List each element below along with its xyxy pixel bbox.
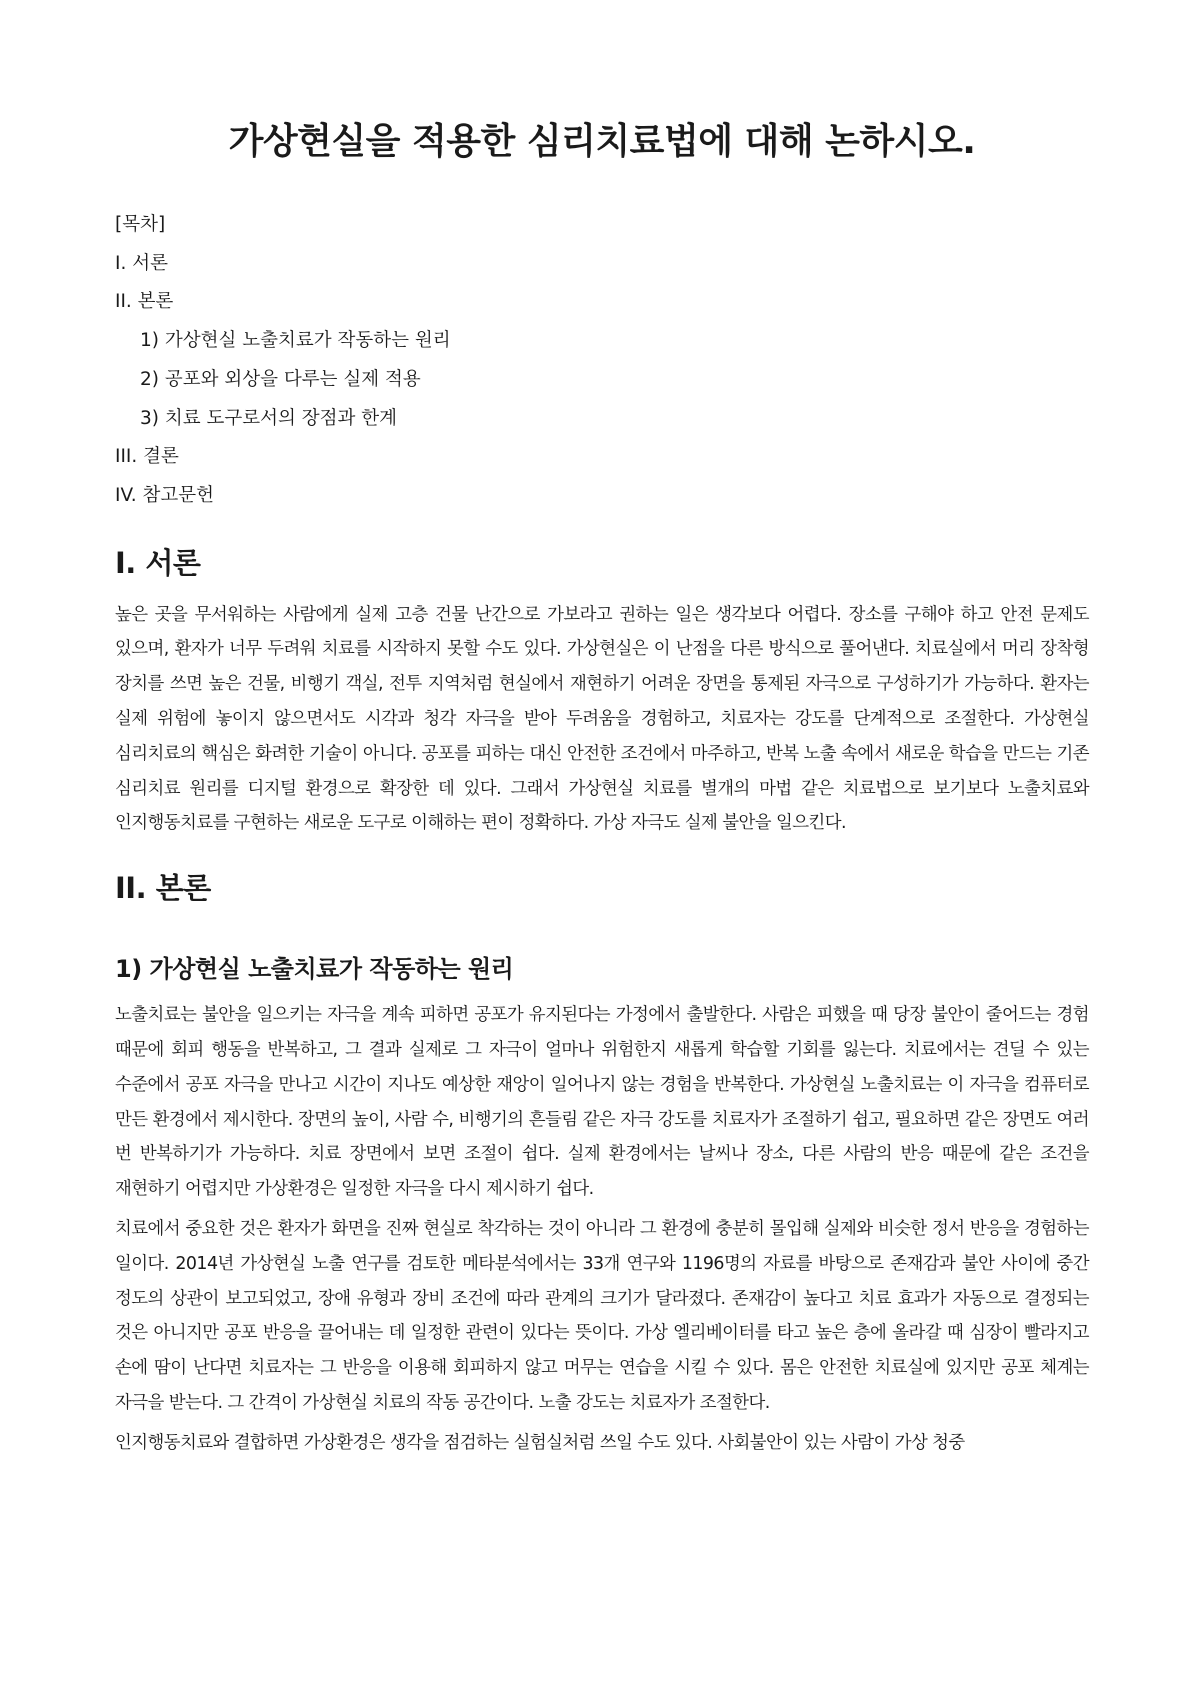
- toc-subitem: 2) 공포와 외상을 다루는 실제 적용: [140, 368, 421, 390]
- section-introduction: [115, 544, 1089, 842]
- paragraph: 치료에서 중요한 것은 환자가 화면을 진짜 현실로 착각하는 것이 아니라 그 환경에 충분히 몰입해 실제와 비슷한 정서 반응을 경험하는 일이다. 2014년 가상현실 노출 연구를 검토한 메타분석에서는 33개 연구와 1196명의 자료를 바탕으로 존재감과 불안 사이에 중간 정도의 상관이 보고되었고, 장애 유형과 장비 조건에 따라 관계의 크기가 달라졌다. 존재감이 높다고 치료 효과가 자동으로 결정되는 것은 아니지만 공포 반응을 끌어내는 데 일정한 관련이 있다는 뜻이다. 가상 엘리베이터를 타고 높은 층에 올라갈 때 심장이 빨라지고 손에 땀이 난다면 치료자는 그 반응을 이용해 회피하지 않고 머무는 연습을 시킬 수 있다. 몸은 안전한 치료실에 있지만 공포 체계는 자극을 받는다. 그 간격이 가상현실 치료의 작동 공간이다. 노출 강도는 치료자가 조절한다.: [115, 1218, 1089, 1413]
- toc-heading: [목차]: [115, 214, 166, 235]
- subsection-heading: 1) 가상현실 노출치료가 작동하는 원리: [115, 955, 514, 984]
- section-heading: II. 본론: [115, 871, 211, 906]
- toc-subitem: 1) 가상현실 노출치료가 작동하는 원리: [140, 330, 451, 352]
- paragraph: 높은 곳을 무서워하는 사람에게 실제 고층 건물 난간으로 가보라고 권하는 일은 생각보다 어렵다. 장소를 구해야 하고 안전 문제도 있으며, 환자가 너무 두려워 치료를 시작하지 못할 수도 있다. 가상현실은 이 난점을 다른 방식으로 풀어낸다. 치료실에서 머리 장착형 장치를 쓰면 높은 건물, 비행기 객실, 전투 지역처럼 현실에서 재현하기 어려운 장면을 통제된 자극으로 구성하기가 가능하다. 환자는 실제 위험에 놓이지 않으면서도 시각과 청각 자극을 받아 두려움을 경험하고, 치료자는 강도를 단계적으로 조절한다. 가상현실 심리치료의 핵심은 화려한 기술이 아니다. 공포를 피하는 대신 안전한 조건에서 마주하고, 반복 노출 속에서 새로운 학습을 만드는 기존 심리치료 원리를 디지털 환경으로 확장한 데 있다. 그래서 가상현실 치료를 별개의 마법 같은 치료법으로 보기보다 노출치료와 인지행동치료를 구현하는 새로운 도구로 이해하는 편이 정확하다. 가상 자극도 실제 불안을 일으킨다.: [115, 604, 1089, 834]
- toc-item: II. 본론: [115, 291, 174, 313]
- paragraph: 인지행동치료와 결합하면 가상환경은 생각을 점검하는 실험실처럼 쓰일 수도 있다. 사회불안이 있는 사람이 가상 청중: [115, 1432, 965, 1453]
- toc-item: IV. 참고문헌: [115, 484, 214, 506]
- paragraph: 노출치료는 불안을 일으키는 자극을 계속 피하면 공포가 유지된다는 가정에서 출발한다. 사람은 피했을 때 당장 불안이 줄어드는 경험 때문에 회피 행동을 반복하고, 그 결과 실제로 그 자극이 얼마나 위험한지 새롭게 학습할 기회를 잃는다. 치료에서는 견딜 수 있는 수준에서 공포 자극을 만나고 시간이 지나도 예상한 재앙이 일어나지 않는 경험을 반복한다. 가상현실 노출치료는 이 자극을 컴퓨터로 만든 환경에서 제시한다. 장면의 높이, 사람 수, 비행기의 흔들림 같은 자극 강도를 치료자가 조절하기 쉽고, 필요하면 같은 장면도 여러 번 반복하기가 가능하다. 치료 장면에서 보면 조절이 쉽다. 실제 환경에서는 날씨나 장소, 다른 사람의 반응 때문에 같은 조건을 재현하기 어렵지만 가상환경은 일정한 자극을 다시 제시하기 쉽다.: [115, 1005, 1089, 1200]
- toc-subitem: 3) 치료 도구로서의 장점과 한계: [140, 407, 397, 429]
- subsection-principle: [115, 953, 1089, 1460]
- toc-item: I. 서론: [115, 252, 168, 274]
- section-heading: I. 서론: [115, 545, 201, 580]
- section-body: [115, 869, 1089, 1460]
- document-title: 가상현실을 적용한 심리치료법에 대해 논하시오.: [228, 121, 976, 162]
- table-of-contents: [115, 206, 1089, 516]
- toc-item: III. 결론: [115, 446, 179, 468]
